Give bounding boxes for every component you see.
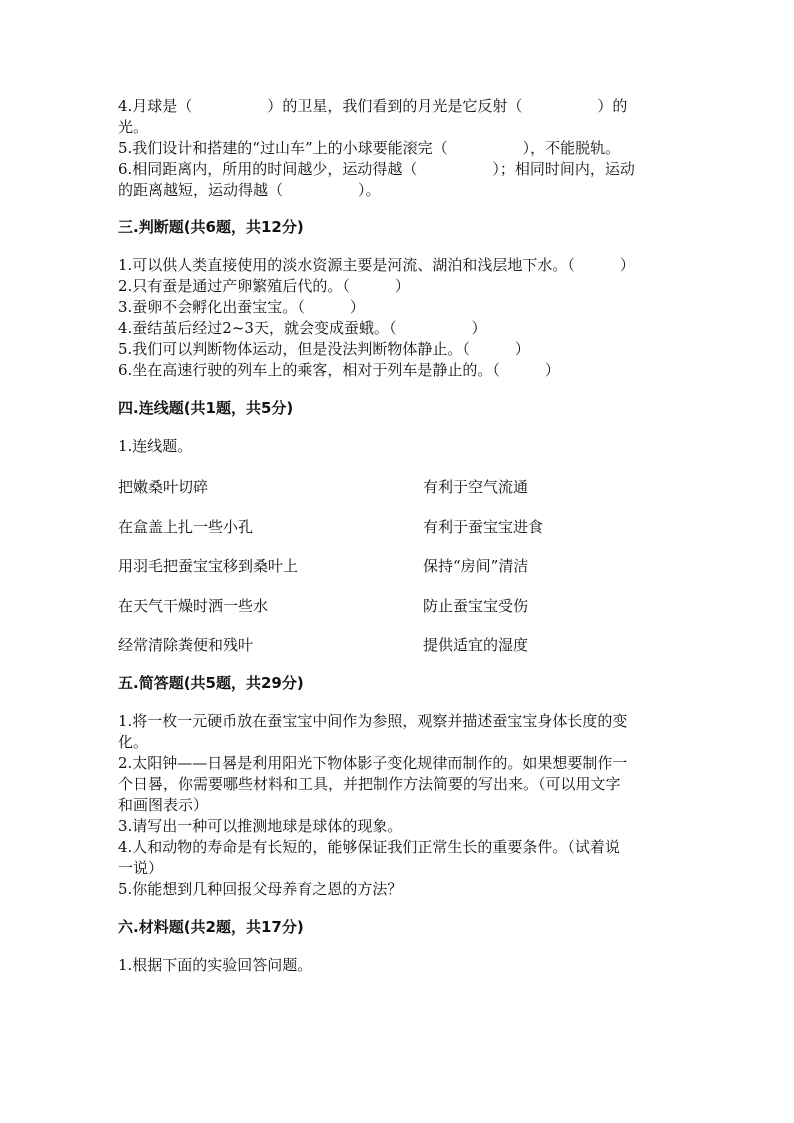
short-answer-questions (118, 711, 678, 900)
question-line: 1.将一枚一元硬币放在蚕宝宝中间作为参照，观察并描述蚕宝宝身体长度的变 (118, 712, 628, 730)
question-line: 4.人和动物的寿命是有长短的，能够保证我们正常生长的重要条件。（试着说 (118, 838, 620, 856)
question-line: 的距离越短，运动得越（ ）。 (118, 181, 381, 199)
section-title-material: 六.材料题(共2题，共17分) (118, 918, 304, 936)
section-title-matching: 四.连线题(共1题，共5分) (118, 399, 294, 417)
section-title-short-answer: 五.简答题(共5题，共29分) (118, 674, 304, 692)
question-line: 6.相同距离内，所用的时间越少，运动得越（ ）；相同时间内，运动 (118, 160, 635, 178)
matching-row (118, 596, 678, 636)
matching-row (118, 517, 678, 557)
question-line: 3.请写出一种可以推测地球是球体的现象。 (118, 817, 403, 835)
question-line: 1.根据下面的实验回答问题。 (118, 956, 313, 974)
matching-left-item: 在天气干燥时洒一些水 (118, 596, 269, 615)
matching-intro: 1.连线题。 (118, 437, 193, 455)
exam-page (118, 96, 678, 976)
question-line: 2.只有蚕是通过产卵繁殖后代的。（ ） (118, 277, 410, 295)
section-title-true-false: 三.判断题(共6题，共12分) (118, 218, 304, 236)
matching-table (118, 477, 678, 673)
material-questions (118, 955, 678, 976)
matching-row (118, 556, 678, 596)
matching-right-item: 有利于蚕宝宝进食 (423, 517, 544, 536)
question-line: 5.你能想到几种回报父母养育之恩的方法？ (118, 880, 403, 898)
question-line: 2.太阳钟——日晷是利用阳光下物体影子变化规律而制作的。如果想要制作一 (118, 754, 628, 772)
matching-right-item: 有利于空气流通 (423, 478, 529, 496)
matching-left-item: 在盒盖上扎一些小孔 (118, 517, 254, 536)
matching-left-item: 经常清除粪便和残叶 (118, 636, 254, 654)
question-line: 一说） (118, 859, 164, 877)
question-line: 4.蚕结茧后经过2~3天，就会变成蚕蛾。（ ） (118, 319, 487, 337)
matching-row (118, 477, 678, 517)
matching-right-item: 保持“房间”清洁 (423, 557, 529, 575)
matching-right-item: 防止蚕宝宝受伤 (423, 596, 529, 615)
question-line: 个日晷，你需要哪些材料和工具，并把制作方法简要的写出来。（可以用文字 (118, 775, 621, 793)
question-line: 5.我们可以判断物体运动，但是没法判断物体静止。（ ） (118, 340, 530, 358)
matching-row (118, 635, 678, 673)
question-line: 1.可以供人类直接使用的淡水资源主要是河流、湖泊和浅层地下水。（ ） (118, 256, 635, 274)
question-line: 光。 (118, 118, 149, 136)
question-line: 3.蚕卵不会孵化出蚕宝宝。（ ） (118, 298, 365, 316)
question-line: 6.坐在高速行驶的列车上的乘客，相对于列车是静止的。（ ） (118, 361, 560, 379)
matching-left-item: 把嫩桑叶切碎 (118, 478, 209, 496)
question-line: 4.月球是（ ）的卫星，我们看到的月光是它反射（ ）的 (118, 97, 628, 115)
question-line: 5.我们设计和搭建的“过山车”上的小球要能滚完（ ），不能脱轨。 (118, 139, 621, 157)
true-false-questions (118, 255, 678, 381)
question-line: 和画图表示） (118, 796, 209, 814)
fill-blank-continuation (118, 96, 678, 201)
matching-left-item: 用羽毛把蚕宝宝移到桑叶上 (118, 557, 299, 575)
matching-right-item: 提供适宜的湿度 (423, 636, 529, 654)
question-line: 化。 (118, 733, 149, 751)
